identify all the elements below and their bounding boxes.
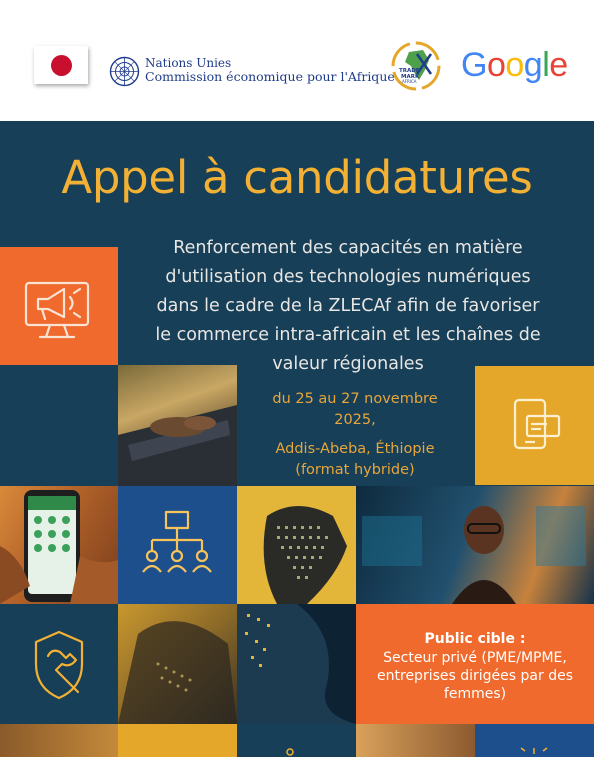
person-photo-partial [0,724,118,757]
un-eca-logo-text [145,57,395,83]
person-photo-partial-2 [356,724,475,757]
un-emblem-icon [108,55,141,88]
mobile-phone-photo [0,486,118,604]
svg-text:TRADE: TRADE [399,68,420,74]
africa-circuit-map-graphic [237,486,356,604]
digital-texture-photo [118,604,237,724]
target-audience-line: entreprises dirigées par des [377,668,573,684]
laptop-typing-photo [118,365,237,486]
event-details [250,389,460,481]
subtitle-line: valeur régionales [272,354,424,374]
target-audience-heading: Public cible : [424,631,526,647]
svg-text:MARK: MARK [401,74,420,80]
call-for-applications-poster [0,121,594,757]
target-audience-line: femmes) [443,686,507,702]
event-location: Addis-Abeba, Éthiopie [275,441,435,457]
un-org-name: Nations Unies [145,56,232,70]
yellow-tile-partial [118,724,237,757]
logo-header [0,0,594,121]
svg-text:AFRICA: AFRICA [402,79,417,84]
target-audience-line: Secteur privé (PME/MPME, [383,650,567,666]
circuit-pattern-photo [237,604,356,724]
un-commission-name: Commission économique pour l'Afrique [145,69,395,84]
subtitle-line: d'utilisation des technologies numériques [165,267,531,287]
org-chart-icon [118,486,237,604]
event-format: (format hybride) [295,462,415,478]
blue-tile-partial [475,724,594,757]
dark-tile-partial [237,724,356,757]
woman-at-screens-photo [356,486,594,604]
target-audience-panel [356,604,594,724]
subtitle-line: dans le cadre de la ZLECAf afin de favoriser [156,296,540,316]
poster-title: Appel à candidatures [61,151,533,204]
subtitle-line: Renforcement des capacités en matière [173,238,523,258]
shield-wrench-icon [0,604,118,724]
event-dates: du 25 au 27 novembre 2025, [272,391,438,428]
payment-card-icon [475,366,594,485]
subtitle-line: le commerce intra-africain et les chaînes de [155,325,541,345]
poster-subtitle [128,234,568,379]
japan-flag-logo [34,46,88,84]
trademark-africa-logo [387,40,445,92]
megaphone-monitor-icon [0,247,118,365]
google-logo: Google [461,46,568,84]
